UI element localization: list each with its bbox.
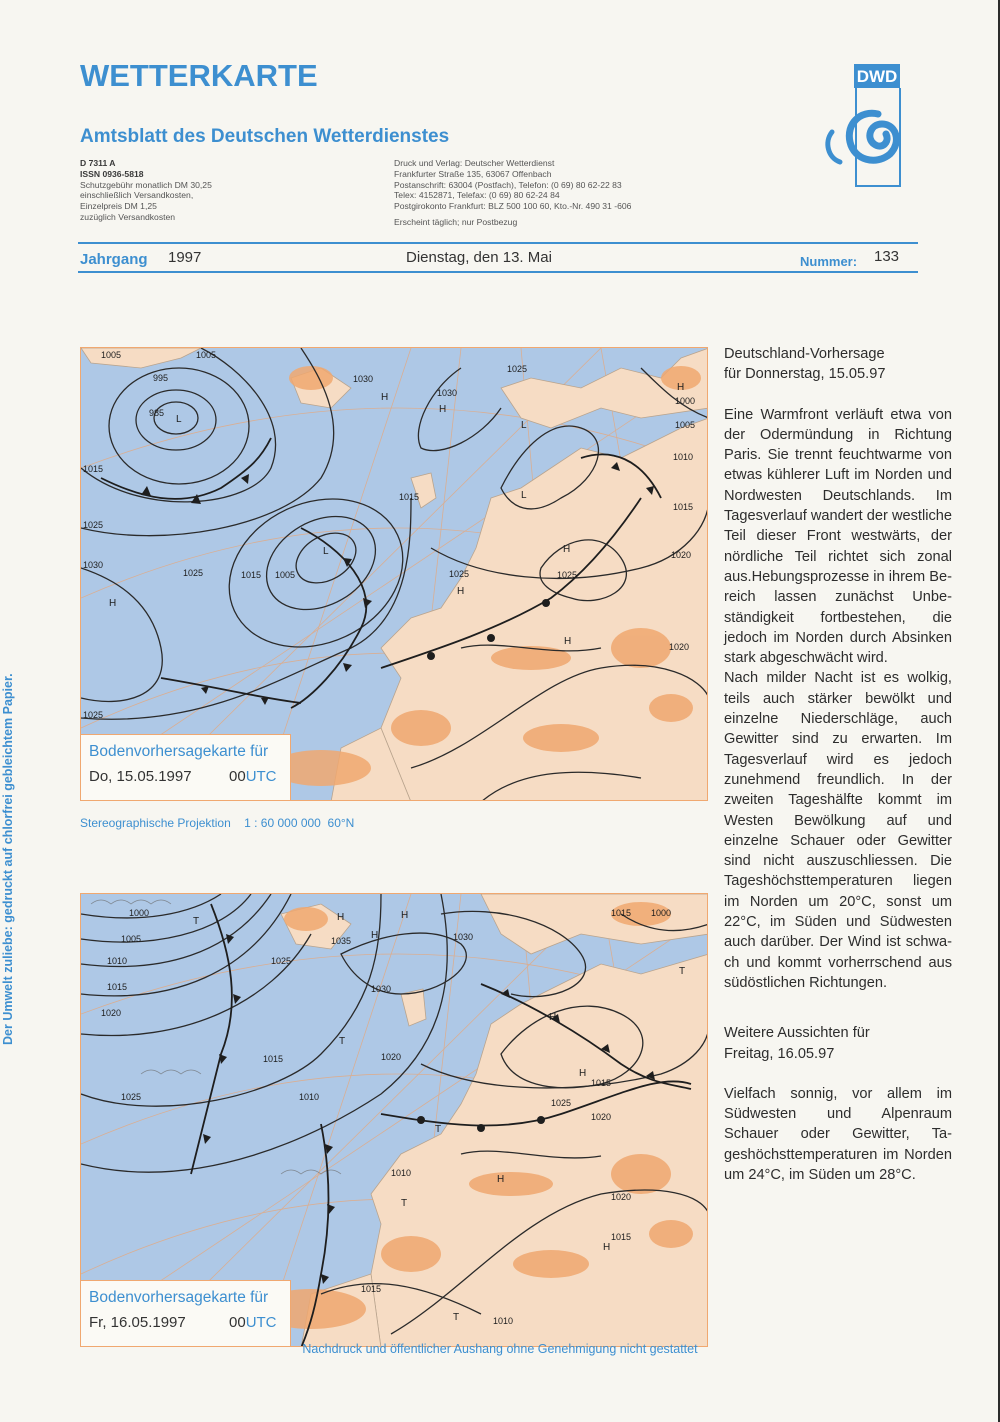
isobar-label: 1000 xyxy=(651,908,672,918)
projection-note xyxy=(80,816,354,830)
forecast-paragraph: Eine Warmfront verläuft etwa von der Odermündung in Richtung Paris. Sie trennt feuchtwarme von etwas kühlerer Luft im Norden und Nordwesten Deutschlands. Im Tagesverlauf wandert der westliche Teil dieser Front westwärts, der nördliche Teil richtet sich zonal aus.Hebungsprozesse in ihrem Bereich lassen zunächst Unbeständigkeit fortbestehen, die jedoch im Norden durch Absinken stark abgeschwächt wird. xyxy=(724,406,952,667)
pressure-center: H xyxy=(497,1174,505,1185)
map-caption-hour: 00 xyxy=(229,1314,246,1331)
dwd-logo xyxy=(812,62,904,190)
outlook-paragraph: Vielfach sonnig, vor allem im Südwesten und Alpenraum Schauer oder Gewitter, Tageshöchsttemperaturen im Norden um 24°C, im Süden um 28°C. xyxy=(724,1085,952,1183)
pressure-center: L xyxy=(521,420,527,431)
map-caption-title: Bodenvorhersagekarte für xyxy=(89,1289,269,1306)
isobar-label: 1025 xyxy=(449,569,470,579)
nummer-label: Nummer: xyxy=(800,254,858,269)
isobar-label: 1015 xyxy=(611,908,632,918)
isobar-label: 1005 xyxy=(101,350,122,360)
isobar-label: 1030 xyxy=(83,560,104,570)
outlook-heading: Weitere Aussichten für xyxy=(724,1025,870,1042)
isobar-label: 1025 xyxy=(83,520,104,530)
isobar-label: 1005 xyxy=(196,350,217,360)
pressure-center: H xyxy=(549,1012,557,1023)
map-caption-date: Fr, 16.05.1997 xyxy=(89,1314,186,1331)
publisher-address xyxy=(394,158,631,228)
isobar-label: 1035 xyxy=(331,936,352,946)
forecast-map-friday xyxy=(80,893,708,1347)
forecast-heading: Deutschland-Vorhersage xyxy=(724,346,885,362)
isobar-label: 1030 xyxy=(371,984,392,994)
isobar-label: 1015 xyxy=(591,1078,612,1088)
publisher-line: Druck und Verlag: Deutscher Wetterdienst xyxy=(394,158,555,168)
isobar-label: 1000 xyxy=(675,396,696,406)
pressure-center: H xyxy=(603,1242,611,1253)
forecast-column xyxy=(724,344,952,1185)
recycling-note-text: Der Umwelt zuliebe: gedruckt auf chlorfrei gebleichtem Papier. xyxy=(1,673,15,1045)
projection-name: Stereographische Projektion xyxy=(80,816,231,830)
isobar-label: 1005 xyxy=(275,570,296,580)
fee-line: einschließlich Versandkosten, xyxy=(80,190,194,201)
map-caption-unit: UTC xyxy=(245,768,277,785)
isobar-label: 1010 xyxy=(673,452,694,462)
pressure-center: T xyxy=(453,1312,460,1323)
projection-latitude: 60°N xyxy=(327,816,355,830)
jahrgang-value: 1997 xyxy=(168,249,202,266)
masthead-title: WETTERKARTE xyxy=(80,58,318,93)
forecast-paragraph: Nach milder Nacht ist es wolkig, teils auch stärker bewölkt und einzelne Niederschläge, auch Gewitter sind zu erwarten. Im Tagesverlauf wird es jedoch zunehmend freundlich. In der zweiten Tageshälfte kommt im Westen Bewölkung auf und einzelne Schauer oder Gewitter sind nicht auszuschliessen. Die Tageshöchsttemperaturen liegen im Norden um 20°C, sonst um 22°C, im Süden und Südwesten auch darüber. Der Wind ist schwach und kommt vorherrschend aus südöstlichen Richtungen. xyxy=(724,670,952,991)
isobar-label: 1030 xyxy=(453,932,474,942)
fee-line: Einzelpreis DM 1,25 xyxy=(80,201,157,212)
isobar-label: 995 xyxy=(153,373,169,383)
isobar-label: 1010 xyxy=(107,956,128,966)
isobar-label: 1015 xyxy=(107,982,128,992)
issue-date: Dienstag, den 13. Mai xyxy=(406,249,552,266)
isobar-label: 1020 xyxy=(381,1052,402,1062)
map-caption-time xyxy=(229,1314,277,1331)
pressure-center: H xyxy=(564,636,572,647)
pressure-center: T xyxy=(193,916,200,927)
pressure-center: H xyxy=(677,382,685,393)
pressure-center: H xyxy=(401,910,409,921)
pressure-center: H xyxy=(439,404,447,415)
isobar-label: 1020 xyxy=(671,550,692,560)
forecast-map-thursday xyxy=(80,347,708,801)
header-rule xyxy=(78,271,918,273)
pressure-center: T xyxy=(435,1124,442,1135)
spiral-arm-icon xyxy=(828,132,840,162)
pressure-center: H xyxy=(457,586,465,597)
isobar-label: 985 xyxy=(149,408,165,418)
pressure-center: H xyxy=(337,912,345,923)
isobar-label: 1020 xyxy=(669,642,690,652)
issn: ISSN 0936-5818 xyxy=(80,168,144,179)
pressure-center: L xyxy=(521,490,527,501)
isobar-label: 1010 xyxy=(299,1092,320,1102)
masthead-subtitle: Amtsblatt des Deutschen Wetterdienstes xyxy=(80,126,450,147)
pressure-center: T xyxy=(339,1036,346,1047)
isobar-label: 1020 xyxy=(591,1112,612,1122)
map-caption-title: Bodenvorhersagekarte für xyxy=(89,743,269,760)
forecast-heading-date: für Donnerstag, 15.05.97 xyxy=(724,366,886,383)
pressure-center: T xyxy=(401,1198,408,1209)
projection-scale: 1 : 60 000 000 xyxy=(244,816,321,830)
isobar-label: 1025 xyxy=(121,1092,142,1102)
isobar-label: 1010 xyxy=(391,1168,412,1178)
map-caption-date: Do, 15.05.1997 xyxy=(89,768,192,785)
isobar-label: 1015 xyxy=(399,492,420,502)
map-caption xyxy=(81,1280,291,1346)
isobar-label: 1025 xyxy=(83,710,104,720)
logo-text: DWD xyxy=(856,67,898,86)
outlook-heading-date: Freitag, 16.05.97 xyxy=(724,1045,835,1062)
map-caption-time xyxy=(229,768,277,785)
map-caption xyxy=(81,734,291,800)
isobar-label: 1020 xyxy=(101,1008,122,1018)
nummer-value: 133 xyxy=(874,248,900,265)
fee-line: Schutzgebühr monatlich DM 30,25 xyxy=(80,179,212,190)
isobar-label: 1025 xyxy=(507,364,528,374)
isobar-label: 1000 xyxy=(129,908,150,918)
pressure-center: H xyxy=(579,1068,587,1079)
publisher-line: Postgirokonto Frankfurt: BLZ 500 100 60, Kto.-Nr. 490 31 -606 xyxy=(394,201,632,212)
isobar-label: 1010 xyxy=(493,1316,514,1326)
isobar-label: 1005 xyxy=(675,420,696,430)
publisher-line: Telex: 4152871, Telefax: (0 69) 80 62-24 84 xyxy=(394,190,560,201)
isobar-label: 1030 xyxy=(353,374,374,384)
isobar-label: 1020 xyxy=(611,1192,632,1202)
pressure-center: L xyxy=(323,546,329,557)
pressure-center: H xyxy=(371,930,379,941)
appearance-note: Erscheint täglich; nur Postbezug xyxy=(394,216,518,227)
isobar-label: 1025 xyxy=(551,1098,572,1108)
isobar-label: 1015 xyxy=(263,1054,284,1064)
isobar-label: 1015 xyxy=(361,1284,382,1294)
pressure-center: H xyxy=(563,544,571,555)
isobar-label: 1005 xyxy=(121,934,142,944)
isobar-label: 1030 xyxy=(437,388,458,398)
map-caption-hour: 00 xyxy=(229,768,246,785)
publication-codes xyxy=(80,158,212,223)
map-caption-unit: UTC xyxy=(245,1314,277,1331)
jahrgang-label: Jahrgang xyxy=(80,251,148,268)
pressure-center: L xyxy=(176,414,182,425)
isobar-label: 1025 xyxy=(557,570,578,580)
pressure-center: H xyxy=(109,598,117,609)
footer-note: Nachdruck und öffentlicher Aushang ohne Genehmigung nicht gestattet xyxy=(302,1342,698,1356)
isobar-label: 1025 xyxy=(271,956,292,966)
publisher-line: Postanschrift: 63004 (Postfach), Telefon: (0 69) 80 62-22 83 xyxy=(394,179,622,190)
isobar-label: 1015 xyxy=(673,502,694,512)
header-rule xyxy=(78,242,918,244)
publication-code: D 7311 A xyxy=(80,158,116,168)
publisher-line: Frankfurter Straße 135, 63067 Offenbach xyxy=(394,168,552,179)
fee-line: zuzüglich Versandkosten xyxy=(80,211,176,222)
isobar-label: 1015 xyxy=(611,1232,632,1242)
pressure-center: H xyxy=(381,392,389,403)
isobar-label: 1025 xyxy=(183,568,204,578)
isobar-label: 1015 xyxy=(241,570,262,580)
pressure-center: T xyxy=(679,966,686,977)
isobar-label: 1015 xyxy=(83,464,104,474)
